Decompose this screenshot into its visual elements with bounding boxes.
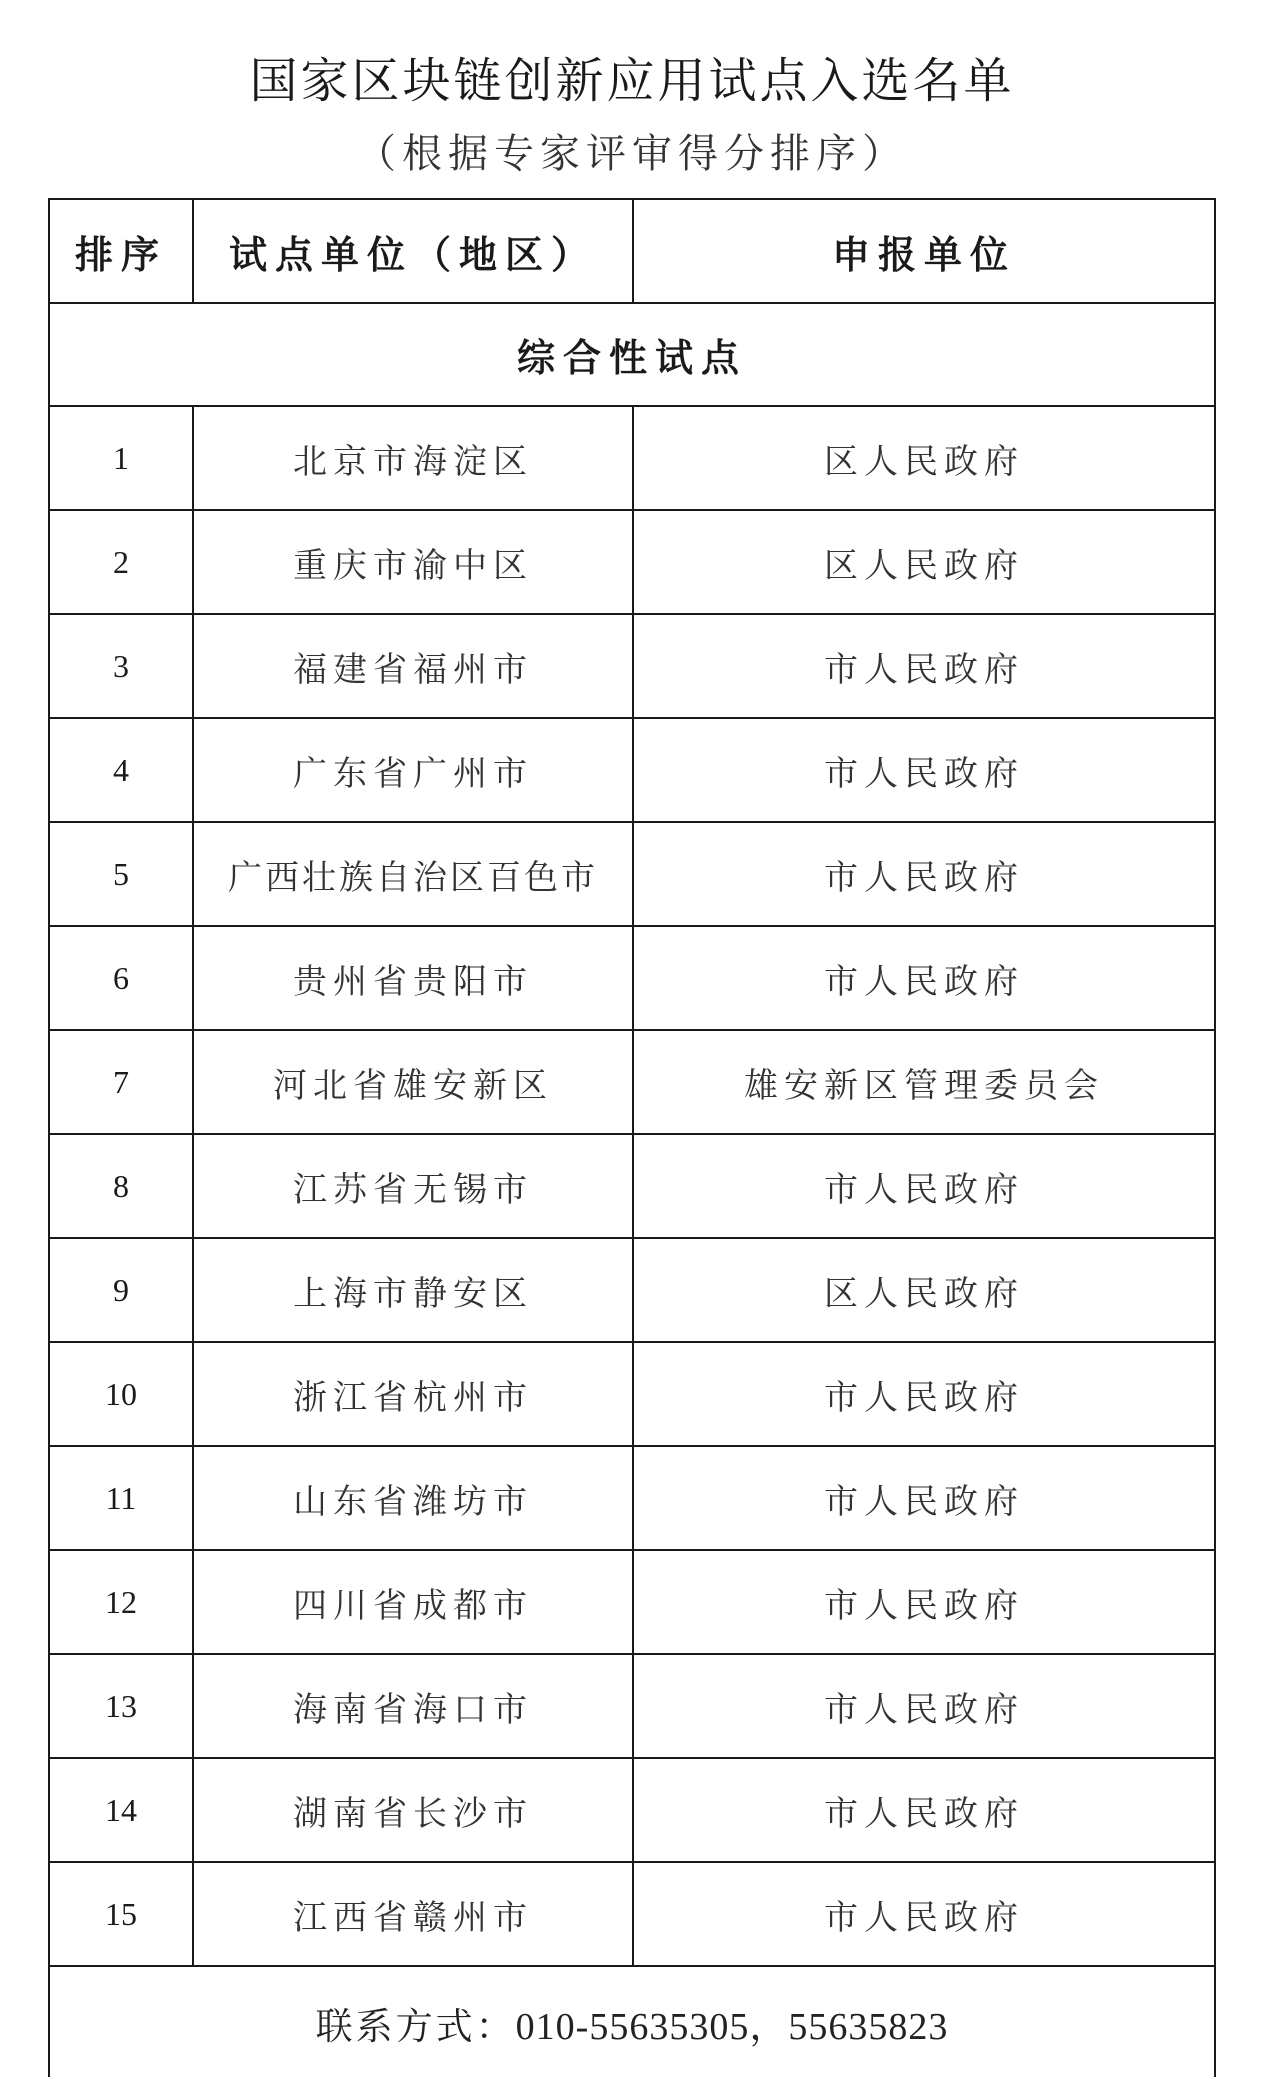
table-row [49, 1342, 1215, 1446]
applicant-cell: 市人民政府 [633, 1134, 1215, 1238]
applicant-cell: 区人民政府 [633, 406, 1215, 510]
rank-cell: 2 [49, 510, 193, 614]
applicant-cell: 市人民政府 [633, 1862, 1215, 1966]
region-cell: 贵州省贵阳市 [193, 926, 633, 1030]
rank-cell: 10 [49, 1342, 193, 1446]
region-cell: 浙江省杭州市 [193, 1342, 633, 1446]
rank-cell: 11 [49, 1446, 193, 1550]
applicant-cell: 市人民政府 [633, 1654, 1215, 1758]
region-cell: 上海市静安区 [193, 1238, 633, 1342]
table-row [49, 926, 1215, 1030]
rank-cell: 5 [49, 822, 193, 926]
applicant-cell: 市人民政府 [633, 1446, 1215, 1550]
applicant-cell: 区人民政府 [633, 1238, 1215, 1342]
applicant-cell: 雄安新区管理委员会 [633, 1030, 1215, 1134]
contact-cell [49, 1966, 1215, 2077]
region-cell: 四川省成都市 [193, 1550, 633, 1654]
table-header-row [49, 199, 1215, 303]
region-cell: 广西壮族自治区百色市 [193, 822, 633, 926]
rank-cell: 7 [49, 1030, 193, 1134]
table-row [49, 510, 1215, 614]
table-row [49, 1134, 1215, 1238]
rank-cell: 1 [49, 406, 193, 510]
applicant-cell: 市人民政府 [633, 1550, 1215, 1654]
rank-cell: 14 [49, 1758, 193, 1862]
contact-label: 联系方式： [315, 2004, 516, 2048]
region-cell: 山东省潍坊市 [193, 1446, 633, 1550]
region-cell: 河北省雄安新区 [193, 1030, 633, 1134]
contact-numbers: 010-55635305，55635823 [515, 2005, 949, 2048]
table-row [49, 1446, 1215, 1550]
applicant-cell: 区人民政府 [633, 510, 1215, 614]
header-applicant: 申报单位 [633, 199, 1215, 303]
document-subtitle: （根据专家评审得分排序） [356, 131, 908, 177]
section-title: 综合性试点 [49, 303, 1215, 406]
table-row [49, 406, 1215, 510]
applicant-cell: 市人民政府 [633, 1758, 1215, 1862]
table-row [49, 614, 1215, 718]
table-row [49, 718, 1215, 822]
rank-cell: 15 [49, 1862, 193, 1966]
table-row [49, 1238, 1215, 1342]
document-title: 国家区块链创新应用试点入选名单 [249, 53, 1015, 109]
pilot-list-table [48, 198, 1216, 2077]
header-rank: 排序 [49, 199, 193, 303]
table-row [49, 1030, 1215, 1134]
rank-cell: 8 [49, 1134, 193, 1238]
applicant-cell: 市人民政府 [633, 926, 1215, 1030]
region-cell: 重庆市渝中区 [193, 510, 633, 614]
region-cell: 湖南省长沙市 [193, 1758, 633, 1862]
rank-cell: 3 [49, 614, 193, 718]
region-cell: 广东省广州市 [193, 718, 633, 822]
applicant-cell: 市人民政府 [633, 614, 1215, 718]
rank-cell: 6 [49, 926, 193, 1030]
region-cell: 江西省赣州市 [193, 1862, 633, 1966]
table-row [49, 1550, 1215, 1654]
rank-cell: 4 [49, 718, 193, 822]
applicant-cell: 市人民政府 [633, 1342, 1215, 1446]
applicant-cell: 市人民政府 [633, 718, 1215, 822]
table-row [49, 1654, 1215, 1758]
table-row [49, 1862, 1215, 1966]
rank-cell: 13 [49, 1654, 193, 1758]
table-row [49, 822, 1215, 926]
region-cell: 海南省海口市 [193, 1654, 633, 1758]
contact-row [49, 1966, 1215, 2077]
rank-cell: 12 [49, 1550, 193, 1654]
rank-cell: 9 [49, 1238, 193, 1342]
region-cell: 江苏省无锡市 [193, 1134, 633, 1238]
header-region: 试点单位（地区） [193, 199, 633, 303]
section-header-row [49, 303, 1215, 406]
table-row [49, 1758, 1215, 1862]
applicant-cell: 市人民政府 [633, 822, 1215, 926]
region-cell: 福建省福州市 [193, 614, 633, 718]
region-cell: 北京市海淀区 [193, 406, 633, 510]
